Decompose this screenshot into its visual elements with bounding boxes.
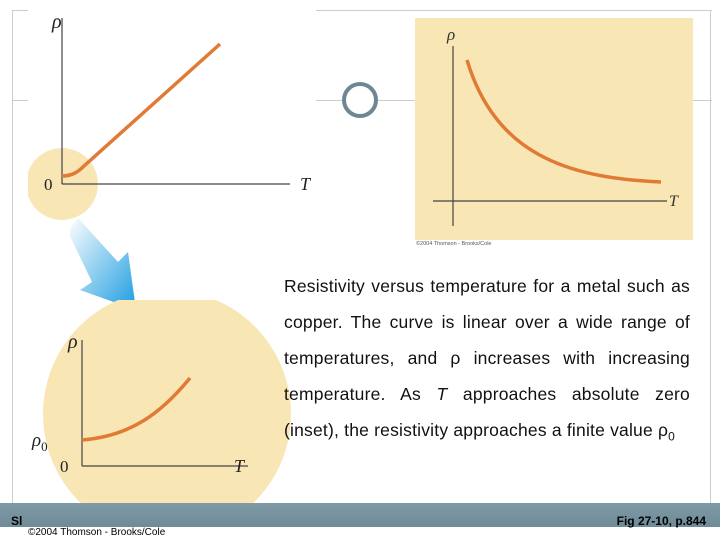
figure-caption	[284, 268, 690, 455]
right-y-label: ρ	[447, 25, 456, 44]
figure-reference: Fig 27-10, p.844	[616, 514, 706, 528]
right-border-line	[710, 10, 711, 505]
main-y-label: ρ	[52, 11, 62, 33]
inset-graph	[22, 300, 322, 526]
inset-y-label: ρ	[68, 331, 78, 353]
right-x-label: T	[669, 193, 678, 210]
caption-t-symbol: T	[436, 384, 448, 404]
inset-x-label: T	[234, 456, 245, 476]
caption-text-part1: Resistivity versus temperature for a metal such as copper. The curve is linear over a wide range of temperatures, and ρ increases with increasing temperature. As	[284, 276, 690, 404]
right-graph-copyright: ©2004 Thomson - Brooks/Cole	[416, 241, 492, 247]
copyright-notice: ©2004 Thomson - Brooks/Cole	[28, 527, 166, 538]
inset-background-circle	[43, 300, 291, 526]
main-x-label: T	[300, 174, 311, 194]
footer-left-text: Sl	[11, 514, 23, 528]
caption-text-part2: approaches absolute zero (inset), the resistivity approaches a finite value ρ	[284, 384, 690, 440]
caption-subscript: 0	[668, 429, 676, 444]
semiconductor-graph	[415, 18, 693, 240]
inset-origin-label: 0	[60, 457, 69, 476]
inset-rho0-label: $\rho_0$	[32, 430, 48, 454]
main-origin-label: 0	[44, 175, 53, 194]
footer-bar	[0, 503, 720, 527]
ornament-circle	[338, 78, 382, 122]
main-resistivity-graph	[28, 0, 316, 240]
left-border-line	[12, 10, 13, 505]
